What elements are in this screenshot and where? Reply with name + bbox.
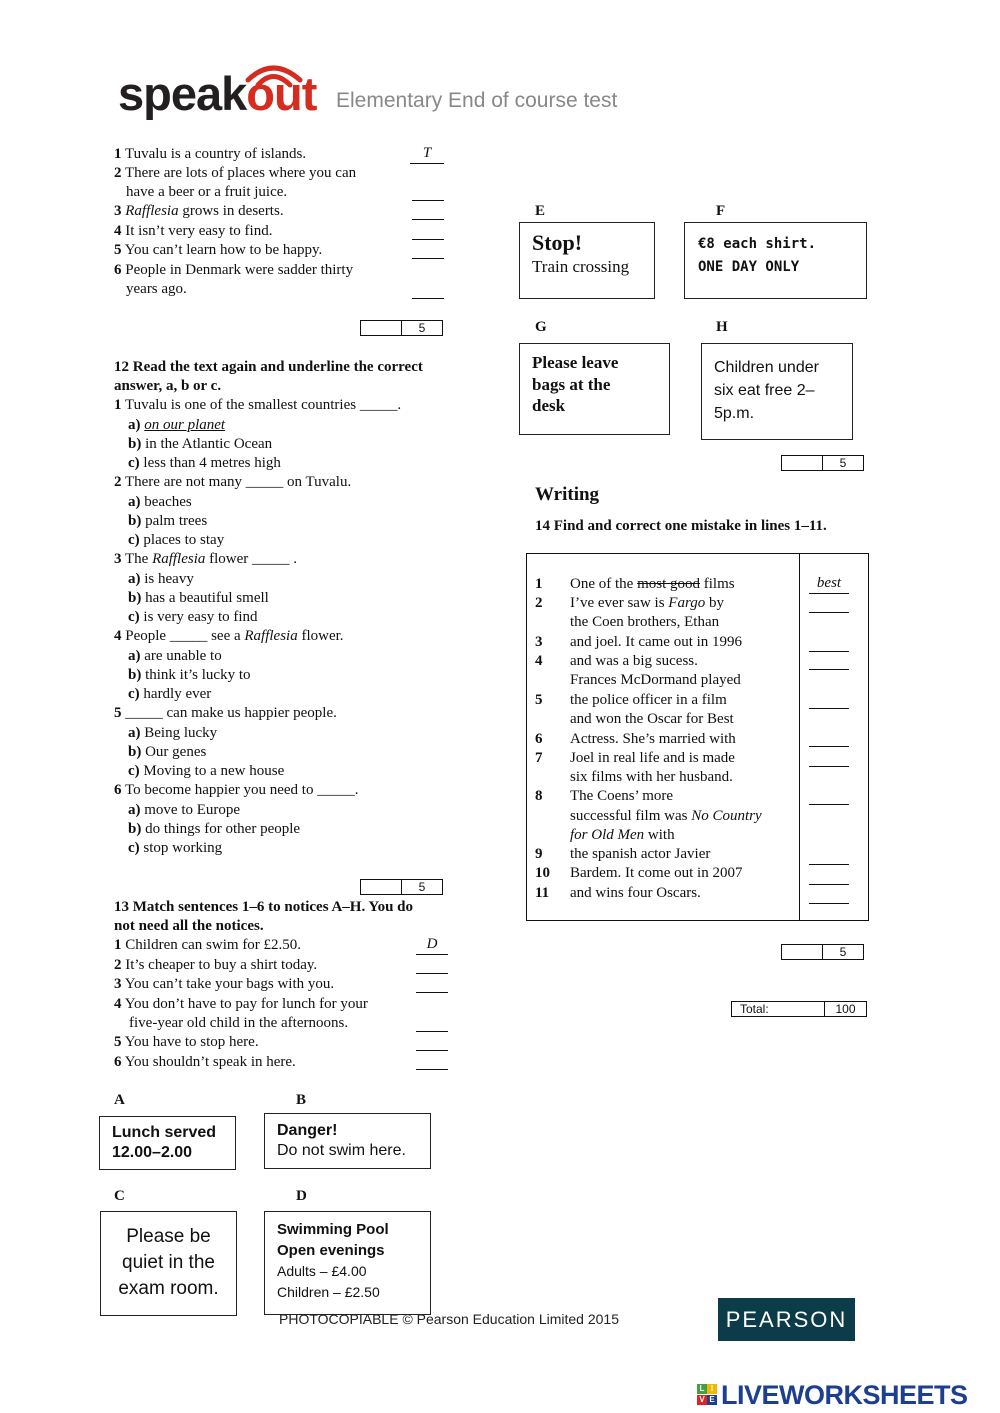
writing-line-text: and joel. It came out in 1996	[570, 634, 743, 650]
ex13-answer-3[interactable]	[416, 974, 448, 993]
pearson-logo	[718, 1298, 855, 1341]
page-subtitle: Elementary End of course test	[336, 89, 618, 112]
notice-a-line1: Lunch served	[112, 1124, 217, 1141]
notice-a-line2: 12.00–2.00	[112, 1144, 193, 1161]
ex13-answer-6[interactable]	[416, 1051, 448, 1070]
ex12-q1-c[interactable]: c) less than 4 metres high	[128, 455, 281, 471]
ex13-heading-cont: not need all the notices.	[114, 918, 264, 934]
writing-answer-10[interactable]	[809, 866, 849, 885]
writing-line-text: Bardem. It come out in 2007	[570, 865, 743, 881]
ex13-item-3: 3 You can’t take your bags with you.	[114, 976, 335, 992]
ex12-heading-cont: answer, a, b or c.	[114, 378, 222, 394]
writing-line-number: 4	[535, 653, 543, 669]
writing-line-text: Frances McDormand played	[570, 672, 741, 688]
notice-b-letter: B	[296, 1092, 307, 1108]
ex13-answer-4[interactable]	[416, 1013, 448, 1032]
notice-h-line1: Children under	[714, 359, 819, 376]
ex12-q6-c[interactable]: c) stop working	[128, 840, 223, 856]
writing-line-text: the police officer in a film	[570, 692, 727, 708]
ex12-q3-b[interactable]: b) has a beautiful smell	[128, 590, 269, 606]
notice-g-line2: bags at the	[532, 374, 611, 394]
writing-line-text: the spanish actor Javier	[570, 846, 711, 862]
writing-line-text: and was a big sucess.	[570, 653, 698, 669]
notice-d-line4: Children – £2.50	[277, 1284, 380, 1300]
ex12-score-box: 5	[360, 879, 443, 895]
ex13-item-6: 6 You shouldn’t speak in here.	[114, 1054, 296, 1070]
notice-f-letter: F	[716, 203, 726, 219]
notice-c	[100, 1211, 237, 1316]
ex12-q3: 3 The Rafflesia flower _____ .	[114, 551, 298, 567]
ex12-q2-b[interactable]: b) palm trees	[128, 513, 208, 529]
ex13-answer-2[interactable]	[416, 955, 448, 974]
notice-g	[519, 343, 670, 435]
ex11-item-6: 6 People in Denmark were sadder thirty	[114, 262, 354, 278]
ex13-item-4: 4 You don’t have to pay for lunch for your	[114, 996, 368, 1012]
ex11-answer-5[interactable]	[412, 240, 444, 259]
notice-h-line3: 5p.m.	[714, 405, 755, 422]
ex13-item-4-cont: five-year old child in the afternoons.	[129, 1015, 349, 1031]
writing-answer-4[interactable]	[809, 651, 849, 670]
notice-a	[99, 1116, 236, 1170]
writing-line-text: and wins four Oscars.	[570, 885, 701, 901]
ex11-item-2-cont: have a beer or a fruit juice.	[126, 184, 288, 200]
writing-instruction: 14 Find and correct one mistake in lines 1–11.	[535, 518, 827, 534]
notice-b-line2: Do not swim here.	[277, 1142, 406, 1159]
notice-e-letter: E	[535, 203, 546, 219]
notice-e-line2: Train crossing	[532, 257, 630, 276]
writing-answer-6[interactable]	[809, 728, 849, 747]
ex12-q1-b[interactable]: b) in the Atlantic Ocean	[128, 436, 273, 452]
writing-line-text: Joel in real life and is made	[570, 750, 735, 766]
ex11-item-6-cont: years ago.	[126, 281, 187, 297]
notice-g-line3: desk	[532, 396, 566, 415]
writing-line-text: for Old Men with	[570, 827, 675, 843]
logo-text-ut: ut	[274, 67, 317, 120]
logo-text-speak: speak	[118, 67, 247, 120]
liveworksheets-mark-icon: L I V E	[697, 1384, 719, 1406]
speakout-logo	[118, 60, 333, 130]
notice-c-line3: exam room.	[118, 1278, 219, 1299]
writing-line-number: 3	[535, 634, 543, 650]
ex11-item-3: 3 Rafflesia grows in deserts.	[114, 203, 284, 219]
writing-line-text: I’ve ever saw is Fargo by	[570, 595, 724, 611]
writing-line-text: One of the most good films	[570, 576, 735, 592]
ex12-q4-b[interactable]: b) think it’s lucky to	[128, 667, 251, 683]
notice-b	[264, 1113, 431, 1169]
total-label: Total:	[732, 1002, 825, 1016]
ex12-q6-a[interactable]: a) move to Europe	[128, 802, 241, 818]
ex13-item-1: 1 Children can swim for £2.50.	[114, 937, 302, 953]
writing-line-text: and won the Oscar for Best	[570, 711, 734, 727]
writing-answer-8[interactable]	[809, 786, 849, 805]
writing-line-number: 10	[535, 865, 550, 881]
notice-d-letter: D	[296, 1188, 307, 1204]
ex12-q2: 2 There are not many _____ on Tuvalu.	[114, 474, 352, 490]
writing-line-number: 2	[535, 595, 543, 611]
notice-d	[264, 1211, 431, 1315]
writing-answer-5[interactable]	[809, 690, 849, 709]
notice-e-line1: Stop!	[532, 230, 583, 255]
writing-answer-9[interactable]	[809, 846, 849, 865]
writing-answer-11[interactable]	[809, 885, 849, 904]
notice-c-line1: Please be	[126, 1226, 211, 1247]
notice-f	[684, 222, 867, 299]
writing-line-text: the Coen brothers, Ethan	[570, 614, 720, 630]
logo-o-icon: o	[246, 67, 274, 120]
writing-answer-7[interactable]	[809, 748, 849, 767]
writing-line-text: successful film was No Country	[570, 808, 762, 824]
ex13-answer-1[interactable]: D	[416, 936, 448, 955]
ex12-q5-b[interactable]: b) Our genes	[128, 744, 207, 760]
ex12-q1-a[interactable]: a) on our planet	[128, 417, 226, 433]
ex11-answer-6[interactable]	[412, 280, 444, 299]
writing-answer-1[interactable]: best	[809, 575, 849, 594]
notice-h-line2: six eat free 2–	[714, 382, 815, 399]
ex12-q4-c[interactable]: c) hardly ever	[128, 686, 212, 702]
ex12-heading: 12 Read the text again and underline the correct	[114, 359, 423, 375]
ex12-q6: 6 To become happier you need to _____.	[114, 782, 359, 798]
ex12-q2-a[interactable]: a) beaches	[128, 494, 192, 510]
notice-d-line2: Open evenings	[277, 1242, 385, 1259]
ex11-item-1: 1 Tuvalu is a country of islands.	[114, 146, 307, 162]
ex12-q4: 4 People _____ see a Rafflesia flower.	[114, 628, 344, 644]
writing-score-box: 5	[781, 944, 864, 960]
ex12-q6-b[interactable]: b) do things for other people	[128, 821, 301, 837]
total-box	[731, 1001, 867, 1017]
notice-f-line1: €8 each shirt.	[698, 236, 817, 252]
ex11-item-4: 4 It isn’t very easy to find.	[114, 223, 273, 239]
notice-d-line1: Swimming Pool	[277, 1221, 389, 1238]
notice-c-letter: C	[114, 1188, 125, 1204]
writing-line-number: 5	[535, 692, 543, 708]
notice-f-line2: ONE DAY ONLY	[698, 259, 800, 275]
writing-line-number: 1	[535, 576, 543, 592]
ex13-item-5: 5 You have to stop here.	[114, 1034, 259, 1050]
notice-d-line3: Adults – £4.00	[277, 1263, 367, 1279]
ex13-heading: 13 Match sentences 1–6 to notices A–H. You do	[114, 899, 414, 915]
writing-line-text: Actress. She’s married with	[570, 731, 736, 747]
ex12-q5-c[interactable]: c) Moving to a new house	[128, 763, 285, 779]
ex13-answer-5[interactable]	[416, 1032, 448, 1051]
copyright-notice: PHOTOCOPIABLE © Pearson Education Limited 2015	[279, 1311, 620, 1327]
notice-a-letter: A	[114, 1092, 125, 1108]
notice-h-letter: H	[716, 319, 728, 335]
ex11-answer-4[interactable]	[412, 221, 444, 240]
ex12-q5-a[interactable]: a) Being lucky	[128, 725, 218, 741]
ex12-q2-c[interactable]: c) places to stay	[128, 532, 225, 548]
ex11-score-box: 5	[360, 320, 443, 336]
liveworksheets-logo[interactable]	[697, 1380, 968, 1410]
writing-answer-2[interactable]	[809, 594, 849, 613]
notice-c-line2: quiet in the	[122, 1252, 215, 1273]
writing-title: Writing	[535, 484, 600, 505]
writing-line-number: 7	[535, 750, 543, 766]
writing-line-number: 8	[535, 788, 543, 804]
ex12-q3-c[interactable]: c) is very easy to find	[128, 609, 258, 625]
pearson-logo-text: PEARSON	[725, 1306, 848, 1332]
writing-line-number: 9	[535, 846, 543, 862]
writing-line-number: 6	[535, 731, 543, 747]
writing-line-text: six films with her husband.	[570, 769, 733, 785]
ex11-item-5: 5 You can’t learn how to be happy.	[114, 242, 323, 258]
notice-e	[519, 222, 655, 299]
notice-b-line1: Danger!	[277, 1122, 338, 1139]
ex11-item-2: 2 There are lots of places where you can	[114, 165, 357, 181]
notice-g-line1: Please leave	[532, 353, 619, 372]
ex12-q5: 5 _____ can make us happier people.	[114, 705, 337, 721]
notice-h	[701, 343, 853, 440]
writing-answer-3[interactable]	[809, 633, 849, 652]
notice-g-letter: G	[535, 319, 547, 335]
writing-line-number: 11	[535, 885, 550, 901]
ex11-answer-2[interactable]	[412, 182, 444, 201]
ex12-q1: 1 Tuvalu is one of the smallest countries _____.	[114, 397, 402, 413]
ex13-item-2: 2 It’s cheaper to buy a shirt today.	[114, 957, 318, 973]
total-value: 100	[835, 1002, 856, 1016]
writing-line-text: The Coens’ more	[570, 788, 674, 804]
ex11-answer-3[interactable]	[412, 201, 444, 220]
ex11-answer-1[interactable]: T	[410, 145, 444, 164]
ex13-score-box: 5	[781, 455, 864, 471]
ex12-q4-a[interactable]: a) are unable to	[128, 648, 222, 664]
liveworksheets-text: LIVEWORKSHEETS	[721, 1379, 968, 1410]
ex12-q3-a[interactable]: a) is heavy	[128, 571, 194, 587]
